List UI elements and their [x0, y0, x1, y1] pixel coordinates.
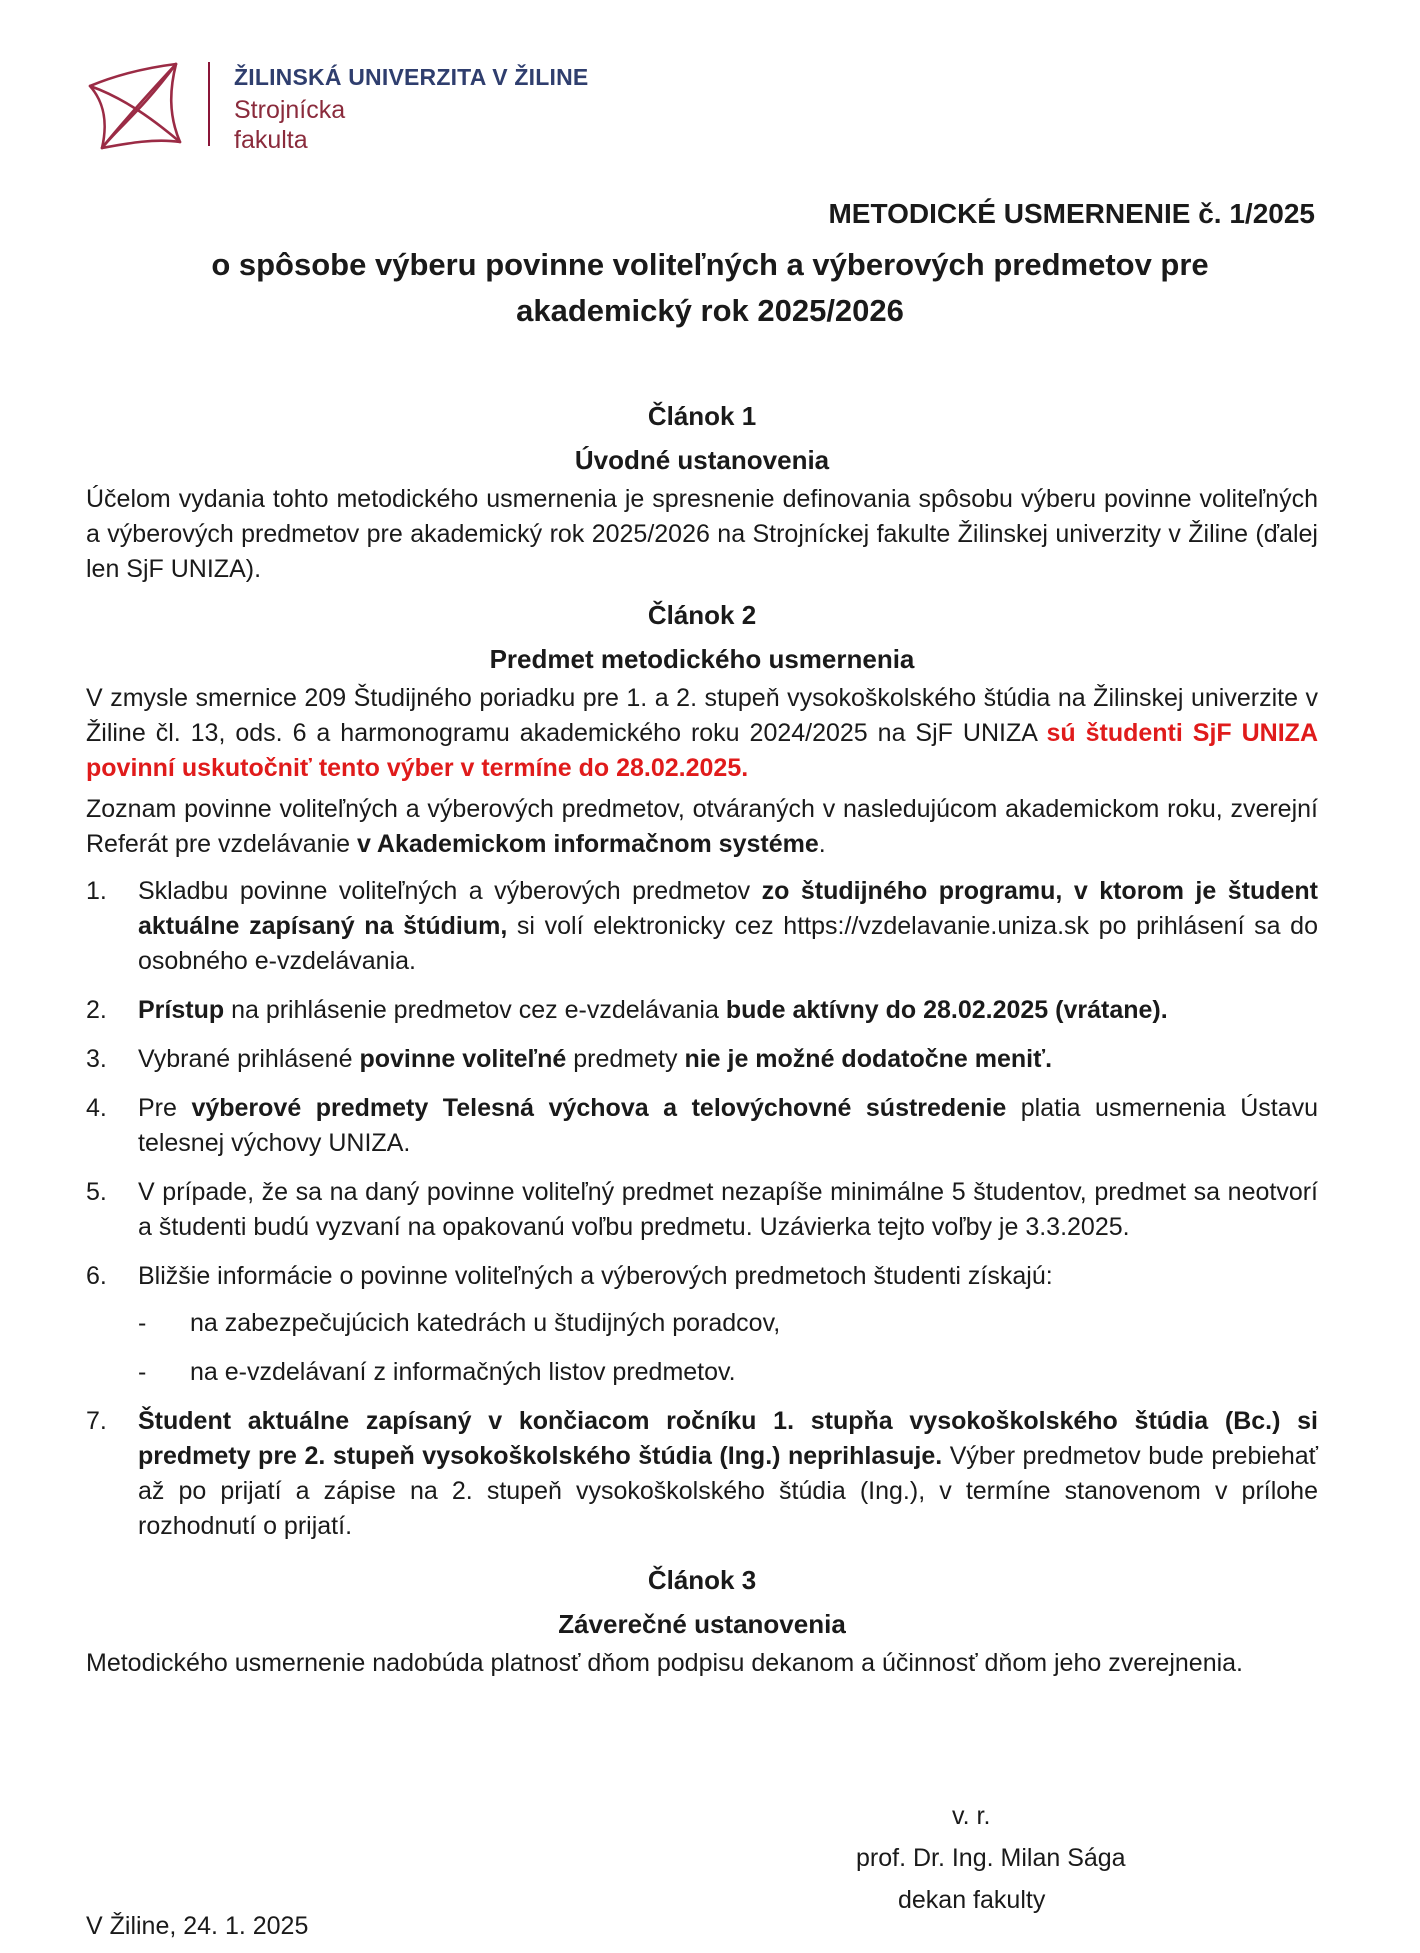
article3-number: Článok 3: [647, 1565, 757, 1595]
dash-bullet: -: [138, 1309, 147, 1337]
list-item-number: 6.: [86, 1262, 107, 1290]
list-item-text: Skladbu povinne voliteľných a výberových predmetov: [138, 877, 762, 905]
sub-list-item: [138, 1306, 1318, 1341]
list-item: [86, 1404, 1318, 1544]
list-item: [86, 874, 1318, 979]
list-item: [86, 1042, 1318, 1077]
place-and-date: V Žiline, 24. 1. 2025: [86, 1912, 309, 1940]
document-title: METODICKÉ USMERNENIE č. 1/2025: [828, 198, 1315, 229]
article2-paragraph1: [86, 681, 1318, 786]
list-item-number: 2.: [86, 996, 107, 1024]
list-item-text: Bližšie informácie o povinne voliteľných a výberových predmetoch študenti získajú:: [138, 1262, 1053, 1290]
list-item-bold: povinne voliteľné: [359, 1045, 567, 1073]
signature-vr: v. r.: [952, 1802, 991, 1830]
dash-bullet: -: [138, 1358, 147, 1386]
university-logo-icon: [84, 58, 194, 152]
sub-list-item-text: na e-vzdelávaní z informačných listov predmetov.: [190, 1358, 736, 1386]
rules-list: [86, 874, 1318, 1544]
list-item: [86, 1091, 1318, 1161]
signatory-name: prof. Dr. Ing. Milan Sága: [856, 1844, 1126, 1872]
list-item: [86, 1259, 1318, 1390]
document-subtitle: [0, 242, 1420, 334]
article1-heading: Úvodné ustanovenia: [574, 445, 830, 475]
list-item-number: 5.: [86, 1178, 107, 1206]
letterhead: [84, 54, 604, 154]
list-item-text: V prípade, že sa na daný povinne voliteľný predmet nezapíše minimálne 5 študentov, predmet sa neotvorí a študenti budú vyzvaní na opakovanú voľbu predmetu. Uzávierka tejto voľby je 3.3.2025.: [138, 1178, 1318, 1241]
sub-list-item: [138, 1355, 1318, 1390]
list-item-text: Pre: [138, 1094, 192, 1122]
article2-number: Článok 2: [647, 600, 757, 630]
article3-text: Metodického usmernenie nadobúda platnosť dňom podpisu dekanom a účinnosť dňom jeho zverejnenia.: [86, 1649, 1244, 1677]
list-item: [86, 993, 1318, 1028]
logo-divider: [208, 62, 210, 146]
list-item-text: na prihlásenie predmetov cez e-vzdelávania: [224, 996, 726, 1024]
subtitle-line1: o spôsobe výberu povinne voliteľných a výberových predmetov pre: [211, 247, 1209, 282]
list-item-number: 3.: [86, 1045, 107, 1073]
list-item-bold: Študent aktuálne zapísaný v končiacom ročníku 1. stupňa vysokoškolského štúdia (Bc.) si predmety pre 2. stupeň vysokoškolského štúdia (Ing.) neprihlasuje.: [138, 1407, 1318, 1470]
list-item-text: platia usmernenia Ústavu telesnej výchovy UNIZA.: [138, 1094, 1319, 1157]
article2-p2-text: Zoznam povinne voliteľných a výberových predmetov, otváraných v nasledujúcom akademickom roku, zverejní Referát pre vzdelávanie: [86, 795, 1318, 858]
article2-paragraph2: [86, 792, 1318, 862]
list-item-number: 4.: [86, 1094, 107, 1122]
document-body: [86, 388, 1318, 1687]
sub-list-item-text: na zabezpečujúcich katedrách u študijných poradcov,: [190, 1309, 781, 1337]
list-item-text: Vybrané prihlásené: [138, 1045, 360, 1073]
list-item-bold: výberové predmety Telesná výchova a telovýchovné sústredenie: [191, 1094, 1007, 1122]
signatory-role: dekan fakulty: [898, 1886, 1046, 1914]
article1-number: Článok 1: [647, 401, 757, 431]
info-sources-list: [138, 1306, 1318, 1390]
list-item-bold: Prístup: [138, 996, 225, 1024]
list-item-text: predmety: [566, 1045, 685, 1073]
list-item: [86, 1175, 1318, 1245]
deadline-highlight: sú študenti SjF UNIZA povinní uskutočniť tento výber v termíne do 28.02.2025.: [86, 719, 1319, 782]
list-item-number: 7.: [86, 1407, 107, 1435]
article2-p2-end: .: [818, 830, 826, 858]
list-item-text: si volí elektronicky cez https://vzdelavanie.uniza.sk po prihlásení sa do osobného e-vzdelávania.: [138, 912, 1318, 975]
list-item-bold: nie je možné dodatočne meniť.: [684, 1045, 1053, 1073]
subtitle-line2: akademický rok 2025/2026: [516, 293, 904, 328]
article2-p1-text: V zmysle smernice 209 Študijného poriadku pre 1. a 2. stupeň vysokoškolského štúdia na Žilinskej univerzite v Žiline čl. 13, ods. 6 a harmonogramu akademického roku 2024/2025 na SjF UNIZA: [86, 684, 1318, 747]
article1-text: Účelom vydania tohto metodického usmernenia je spresnenie definovania spôsobu výberu povinne voliteľných a výberových predmetov pre akademický rok 2025/2026 na Strojníckej fakulte Žilinskej univerzity v Žiline (ďalej len SjF UNIZA).: [86, 485, 1318, 583]
article2-heading: Predmet metodického usmernenia: [489, 644, 915, 674]
list-item-bold: zo študijného programu, v ktorom je študent aktuálne zapísaný na štúdium,: [138, 877, 1318, 940]
article2-p2-bold: v Akademickom informačnom systéme: [356, 830, 819, 858]
faculty-name-line2: fakulta: [234, 126, 308, 154]
article3-heading: Záverečné ustanovenia: [558, 1609, 846, 1639]
list-item-text: Výber predmetov bude prebiehať až po prijatí a zápise na 2. stupeň vysokoškolského štúdia (Ing.), v termíne stanovenom v prílohe rozhodnutí o prijatí.: [138, 1442, 1319, 1540]
list-item-bold: bude aktívny do 28.02.2025 (vrátane).: [725, 996, 1168, 1024]
university-name: ŽILINSKÁ UNIVERZITA V ŽILINE: [234, 64, 589, 90]
list-item-number: 1.: [86, 877, 107, 905]
faculty-name-line1: Strojnícka: [234, 96, 346, 124]
